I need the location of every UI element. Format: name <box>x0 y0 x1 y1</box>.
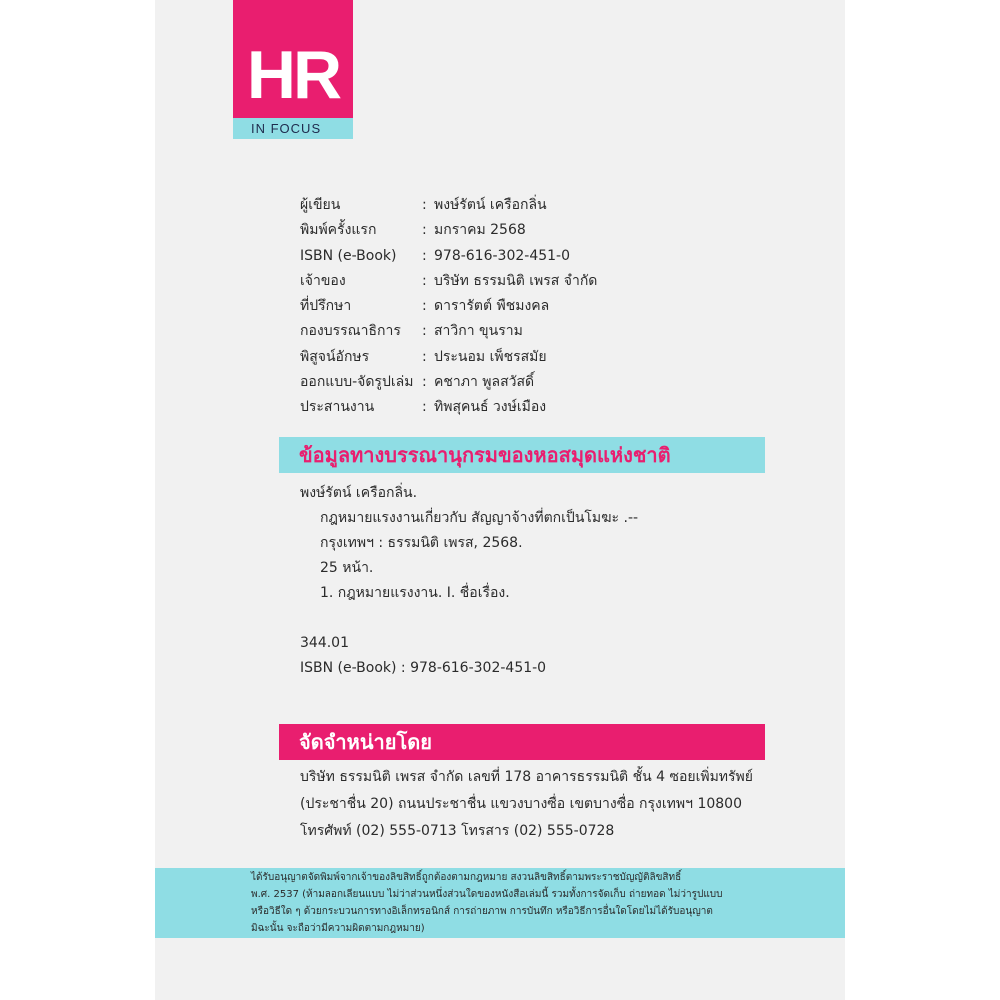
credit-colon: : <box>422 399 427 416</box>
credit-row-owner <box>300 269 720 294</box>
credit-row-editorial <box>300 319 720 344</box>
copyright-line: มิฉะนั้น จะถือว่ามีความผิดตามกฎหมาย) <box>251 923 425 934</box>
credit-colon: : <box>422 197 427 213</box>
catalog-pages: 25 หน้า. <box>320 560 374 576</box>
copyright-line: หรือวิธีใด ๆ ด้วยกระบวนการทางอิเล็กทรอนิกส์ การถ่ายภาพ การบันทึก หรือวิธีการอื่นใดโดยไม่ได้รับอนุญาต <box>251 906 713 917</box>
credit-row-advisor <box>300 294 720 319</box>
copyright-notice <box>251 869 761 937</box>
page-sheet <box>155 0 845 1000</box>
logo-cyan-strip <box>233 118 353 139</box>
credit-label: กองบรรณาธิการ <box>300 323 401 340</box>
distributor-contact: โทรศัพท์ (02) 555-0713 โทรสาร (02) 555-0728 <box>300 823 615 839</box>
credit-value: บริษัท ธรรมนิติ เพรส จำกัด <box>434 272 598 289</box>
catalog-isbn: ISBN (e-Book) : 978-616-302-451-0 <box>300 660 547 676</box>
distributor-line: (ประชาชื่น 20) ถนนประชาชื่น แขวงบางซื่อ เขตบางซื่อ กรุงเทพฯ 10800 <box>300 796 742 812</box>
hr-in-focus-logo <box>233 0 353 139</box>
credit-row-coordinator <box>300 395 720 420</box>
credit-label: ประสานงาน <box>300 399 375 416</box>
credit-value: ทิพสุคนธ์ วงษ์เมือง <box>434 399 547 416</box>
credit-label: ผู้เขียน <box>300 197 341 213</box>
credit-colon: : <box>422 222 427 239</box>
credit-row-isbn <box>300 244 720 269</box>
catalog-subjects: 1. กฎหมายแรงงาน. I. ชื่อเรื่อง. <box>320 585 510 601</box>
credit-colon: : <box>422 272 427 289</box>
credit-label: พิมพ์ครั้งแรก <box>300 222 377 239</box>
catalog-class-number: 344.01 <box>300 635 349 651</box>
credit-colon: : <box>422 323 427 340</box>
credit-value: คชาภา พูลสวัสดิ์ <box>434 374 535 391</box>
credit-colon: : <box>422 374 427 391</box>
logo-subtitle: IN FOCUS <box>251 121 322 136</box>
copyright-line: พ.ศ. 2537 (ห้ามลอกเลียนแบบ ไม่ว่าส่วนหนึ่งส่วนใดของหนังสือเล่มนี้ รวมทั้งการจัดเก็บ ถ่ายทอด ไม่ว่ารูปแบบ <box>251 889 723 900</box>
credit-label: พิสูจน์อักษร <box>300 348 370 365</box>
credit-colon: : <box>422 348 427 365</box>
credit-colon: : <box>422 298 427 315</box>
credit-row-design <box>300 370 720 395</box>
credit-value: ประนอม เพ็ชรสมัย <box>434 348 547 365</box>
copyright-line: ได้รับอนุญาตจัดพิมพ์จากเจ้าของลิขสิทธิ์ถูกต้องตามกฎหมาย สงวนลิขสิทธิ์ตามพระราชบัญญัติลิขสิทธิ์ <box>251 872 682 883</box>
catalog-publisher: กรุงเทพฯ : ธรรมนิติ เพรส, 2568. <box>320 535 523 551</box>
credit-row-author <box>300 193 720 218</box>
credit-colon: : <box>422 247 427 264</box>
credit-value: 978-616-302-451-0 <box>434 247 571 264</box>
credit-label: ออกแบบ-จัดรูปเล่ม <box>300 374 414 391</box>
credit-value: มกราคม 2568 <box>434 222 526 239</box>
logo-title: HR <box>246 37 340 113</box>
credit-label: เจ้าของ <box>300 272 346 289</box>
credits-list <box>300 193 720 421</box>
credit-value: พงษ์รัตน์ เครือกลิ่น <box>434 197 547 213</box>
credit-label: ISBN (e-Book) <box>300 247 397 264</box>
distributor-line: บริษัท ธรรมนิติ เพรส จำกัด เลขที่ 178 อาคารธรรมนิติ ชั้น 4 ซอยเพิ่มทรัพย์ <box>300 769 753 785</box>
catalog-author: พงษ์รัตน์ เครือกลิ่น. <box>300 485 418 501</box>
credit-row-proofreader <box>300 345 720 370</box>
credit-row-first-print <box>300 218 720 243</box>
distribution-heading: จัดจำหน่ายโดย <box>279 724 765 760</box>
credit-value: สาวิกา ขุนราม <box>434 323 523 340</box>
catalog-title: กฎหมายแรงงานเกี่ยวกับ สัญญาจ้างที่ตกเป็นโมฆะ .-- <box>320 510 639 526</box>
credit-label: ที่ปรึกษา <box>300 298 352 315</box>
credit-value: ดารารัตต์ พืชมงคล <box>434 298 550 315</box>
catalog-heading: ข้อมูลทางบรรณานุกรมของหอสมุดแห่งชาติ <box>279 437 765 473</box>
